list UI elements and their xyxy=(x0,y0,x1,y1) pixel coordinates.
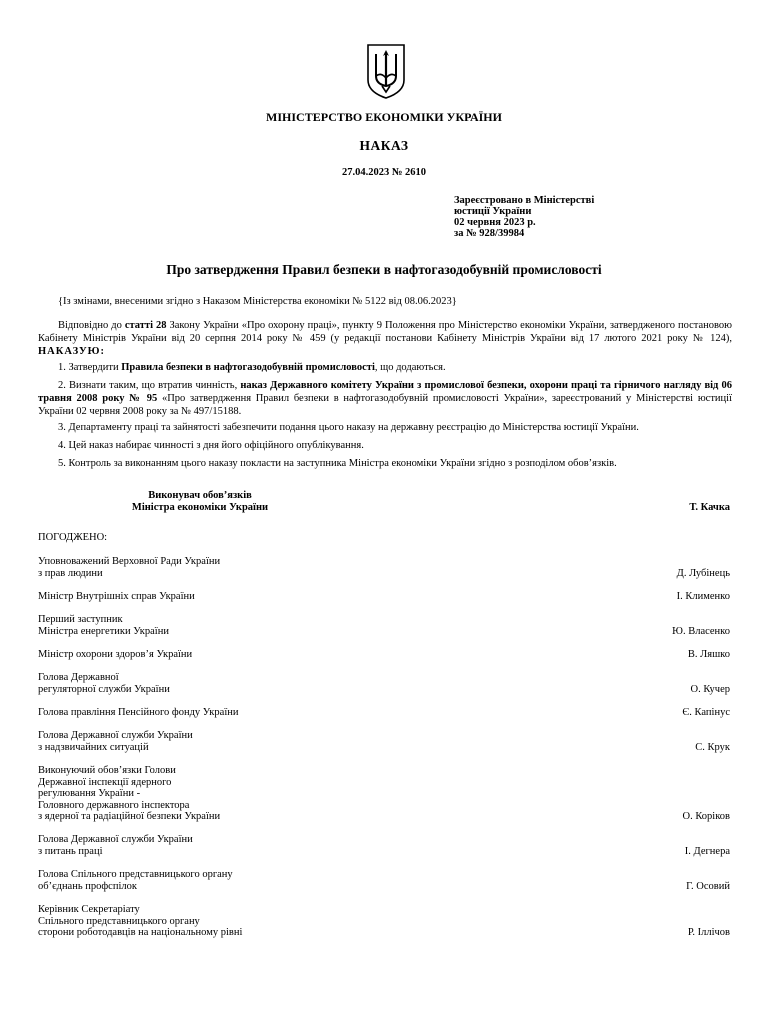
order-item-2 xyxy=(38,380,732,418)
registration-line: юстиції України xyxy=(454,206,532,217)
item-text: 1. Затвердити xyxy=(58,362,122,373)
item-text: 5. Контроль за виконанням цього наказу покласти на заступника Міністра економіки України згідно з розподілом обов’язків. xyxy=(58,458,617,469)
item-text: 3. Департаменту праці та зайнятості забезпечити подання цього наказу на державну реєстрацію до Міністерства юстиції України. xyxy=(58,422,639,433)
preamble-text: Відповідно до xyxy=(58,320,125,331)
signatory-position-line: сторони роботодавців на національному рівні xyxy=(38,927,243,938)
signatory-position xyxy=(38,556,220,579)
signatory-name: В. Ляшко xyxy=(687,649,730,660)
signatory-position-line: з надзвичайних ситуацій xyxy=(38,741,149,753)
document-title: Про затвердження Правил безпеки в нафтогазодобувній промисловості xyxy=(166,262,602,277)
signatory-name: Г. Осовий xyxy=(686,881,730,892)
signatory-position xyxy=(38,869,233,892)
signatory-name: Є. Капінус xyxy=(682,707,730,718)
repealed-order-link[interactable]: наказ Державного комітету України з промислової безпеки, охорони праці та гірничого нагляду від 06 травня 2008 року № 95 xyxy=(38,380,733,404)
signatory-name: І. Дегнера xyxy=(684,846,730,857)
signatory-position xyxy=(38,649,192,661)
signatory-position-line: регуляторної служби України xyxy=(38,683,170,695)
signatory-position-line: з питань праці xyxy=(38,845,103,857)
signatory-name: Ю. Власенко xyxy=(672,626,730,637)
preamble-text: Закону України «Про охорону праці», пункту 9 Положення про Міністерство економіки України, затвердженого постановою Кабінету Міністрів України від 20 серпня 2014 року № 459 (у редакції постанови Кабінету Міністрів України від 17 лютого 2021 року № 124), xyxy=(38,320,733,344)
order-item-4 xyxy=(38,440,732,453)
executor-position: Виконувач обов’язків Міністра економіки України xyxy=(131,490,269,513)
signatory-name: О. Коріков xyxy=(682,811,730,822)
signatory-position-line: об’єднань профспілок xyxy=(38,880,137,892)
order-item-1 xyxy=(38,362,732,375)
registration-line: Зареєстровано в Міністерстві xyxy=(454,195,595,206)
signatory-position xyxy=(38,614,169,637)
order-date-number: 27.04.2023 № 2610 xyxy=(341,167,427,178)
signatory-name: І. Клименко xyxy=(676,591,730,602)
article-link[interactable]: статті 28 xyxy=(124,320,167,331)
signatory-position-line: Керівник Секретаріату xyxy=(38,904,140,915)
signatory-position-line: Перший заступник xyxy=(38,614,123,625)
signatory-name: Р. Іллічов xyxy=(687,927,730,938)
signatory-name: О. Кучер xyxy=(690,684,730,695)
signatory-position-line: Державної інспекції ядерного xyxy=(38,776,172,788)
signatory-position-line: Спільного представницького органу xyxy=(38,915,200,927)
signatory-position-line: регулювання України - xyxy=(38,788,141,799)
document-type: НАКАЗ xyxy=(359,138,409,153)
order-word: НАКАЗУЮ: xyxy=(38,345,105,357)
signatory-position xyxy=(38,765,220,823)
order-item-5 xyxy=(38,458,732,471)
signatory-position xyxy=(38,672,170,695)
signatory-position-line: Міністр охорони здоров’я України xyxy=(38,649,193,660)
signatory-name: Д. Лубінець xyxy=(676,568,730,579)
signatory-position xyxy=(38,834,193,857)
signatory-position-line: з прав людини xyxy=(38,567,103,579)
rules-link[interactable]: Правила безпеки в нафтогазодобувній промисловості xyxy=(121,362,375,373)
signatory-position-line: Голова правління Пенсійного фонду України xyxy=(38,707,239,718)
signatory-position-line: Голова Державної xyxy=(38,672,119,683)
signatory-position-line: Голова Державної служби України xyxy=(38,730,193,741)
agreed-label: ПОГОДЖЕНО: xyxy=(38,532,108,543)
signatory-position-line: Міністр Внутрішніх справ України xyxy=(38,591,195,602)
signatory-position-line: Голова Державної служби України xyxy=(38,834,193,845)
signatory-position-line: Головного державного інспектора xyxy=(38,799,190,811)
signatory-position xyxy=(38,904,242,939)
registration-line: за № 928/39984 xyxy=(454,228,525,239)
signatory-position xyxy=(38,591,195,603)
order-item-3 xyxy=(38,422,732,435)
preamble-paragraph xyxy=(38,320,732,358)
trident-emblem-icon xyxy=(364,42,408,100)
item-text: 2. Визнати таким, що втратив чинність, xyxy=(58,380,241,391)
amendments-note: {Із змінами, внесеними згідно з Наказом Міністерства економіки № 5122 від 08.06.2023} xyxy=(58,296,457,307)
ministry-name: МІНІСТЕРСТВО ЕКОНОМІКИ УКРАЇНИ xyxy=(266,110,502,124)
item-text: «Про затвердження Правил безпеки в нафтогазодобувній промисловості України», зареєстрований у Міністерстві юстиції України 02 червня 2008 року за № 497/15188. xyxy=(38,392,732,417)
signatory-position-line: Уповноважений Верховної Ради України xyxy=(38,556,221,567)
signatory-name: С. Крук xyxy=(695,742,730,753)
item-text: 4. Цей наказ набирає чинності з дня його офіційного опублікування. xyxy=(58,440,364,451)
item-text: , що додаються. xyxy=(374,362,446,373)
registration-stamp xyxy=(454,195,594,239)
signatory-position xyxy=(38,707,238,719)
executor-name: Т. Качка xyxy=(689,502,730,513)
registration-line: 02 червня 2023 р. xyxy=(454,217,536,228)
signatory-position-line: Міністра енергетики України xyxy=(38,625,169,637)
signatory-position-line: Виконуючий обов’язки Голови xyxy=(38,765,176,776)
signatory-position-line: Голова Спільного представницького органу xyxy=(38,869,233,880)
signatory-position-line: з ядерної та радіаційної безпеки України xyxy=(38,811,221,822)
signatory-position xyxy=(38,730,193,753)
